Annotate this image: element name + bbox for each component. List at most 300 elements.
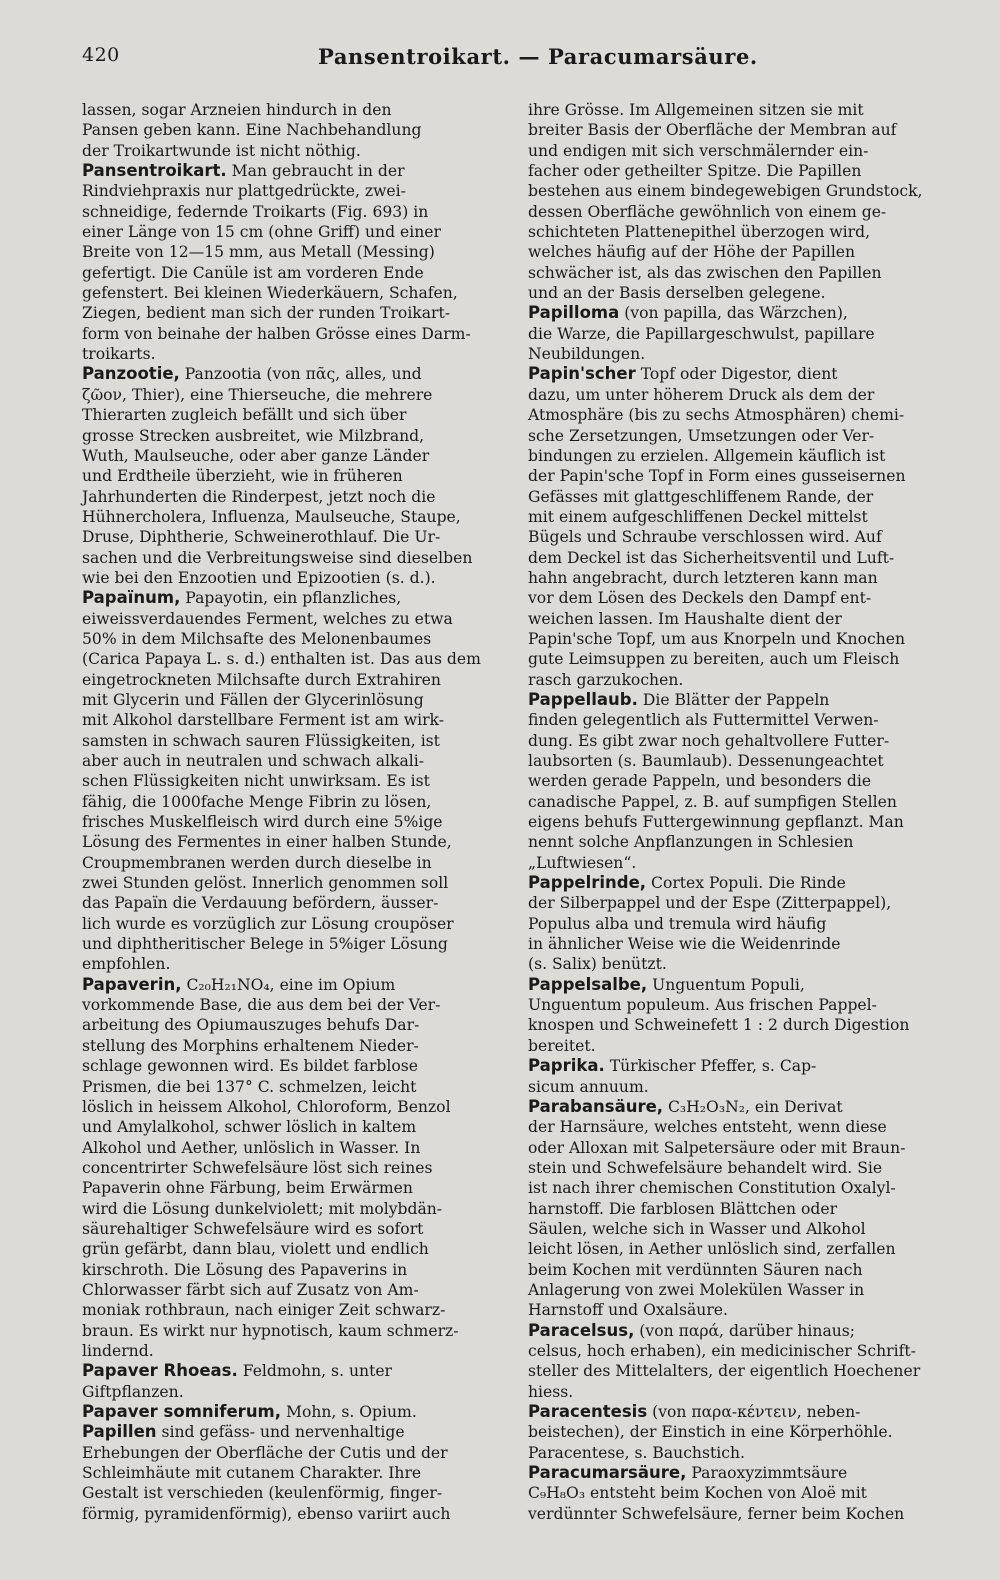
text-line bbox=[82, 1056, 500, 1076]
line-text: Atmosphäre (bis zu sechs Atmosphären) chemi- bbox=[528, 406, 905, 425]
text-line bbox=[82, 303, 500, 323]
text-line bbox=[82, 1443, 500, 1463]
line-text: facher oder getheilter Spitze. Die Papillen bbox=[528, 162, 862, 181]
line-text: breiter Basis der Oberfläche der Membran auf bbox=[528, 121, 897, 140]
line-text: frisches Muskelfleisch wird durch eine 5%ige bbox=[82, 813, 443, 832]
line-text: lindernd. bbox=[82, 1341, 154, 1360]
text-line bbox=[528, 1178, 946, 1198]
text-line bbox=[528, 1504, 946, 1524]
text-line bbox=[528, 995, 946, 1015]
page-number: 420 bbox=[82, 44, 120, 66]
line-text: Papayotin, ein pflanzliches, bbox=[180, 589, 402, 608]
line-text: Lösung des Fermentes in einer halben Stunde, bbox=[82, 833, 452, 852]
line-text: Croupmembranen werden durch dieselbe in bbox=[82, 853, 432, 872]
entry-headword: Paprika. bbox=[528, 1056, 605, 1076]
line-text: dessen Oberfläche gewöhnlich von einem ge- bbox=[528, 202, 887, 221]
entry-headword: Papaver somniferum, bbox=[82, 1402, 282, 1421]
text-line bbox=[528, 405, 946, 425]
line-text: Papin'sche Topf, um aus Knorpeln und Knochen bbox=[528, 629, 906, 648]
line-text: Feldmohn, s. unter bbox=[237, 1362, 393, 1381]
line-text: sicum annuum. bbox=[528, 1077, 649, 1096]
left-column bbox=[82, 100, 500, 1524]
text-line bbox=[82, 588, 500, 608]
text-line bbox=[82, 873, 500, 893]
text-line bbox=[82, 1097, 500, 1117]
line-text: Panzootia (von πᾶς, alles, und bbox=[179, 365, 422, 384]
line-text: Ziegen, bedient man sich der runden Troikart- bbox=[82, 304, 451, 323]
line-text: der Papin'sche Topf in Form eines gusseisernen bbox=[528, 467, 906, 486]
text-line bbox=[82, 1402, 500, 1422]
text-line bbox=[528, 914, 946, 934]
text-line bbox=[528, 954, 946, 974]
line-text: Druse, Diphtherie, Schweinerothlauf. Die Ur- bbox=[82, 528, 441, 547]
line-text: celsus, hoch erhaben), ein medicinischer Schrift- bbox=[528, 1341, 916, 1360]
text-line bbox=[82, 975, 500, 995]
line-text: schlage gewonnen wird. Es bildet farblose bbox=[82, 1057, 419, 1076]
line-text: schwächer ist, als das zwischen den Papillen bbox=[528, 263, 882, 282]
line-text: förmig, pyramidenförmig), ebenso variirt auch bbox=[82, 1504, 451, 1523]
text-line bbox=[82, 141, 500, 161]
line-text: Wuth, Maulseuche, oder aber ganze Länder bbox=[82, 446, 430, 465]
line-text: Schleimhäute mit cutanem Charakter. Ihre bbox=[82, 1464, 422, 1483]
line-text: schneidige, federnde Troikarts (Fig. 693) in bbox=[82, 202, 429, 221]
line-text: C₉H₈O₃ entsteht beim Kochen von Aloë mit bbox=[528, 1484, 867, 1503]
text-line bbox=[528, 487, 946, 507]
line-text: dem Deckel ist das Sicherheitsventil und Luft- bbox=[528, 548, 895, 567]
entry-headword: Pansentroikart. bbox=[82, 161, 227, 181]
entry-headword: Pappellaub. bbox=[528, 689, 638, 709]
text-line bbox=[82, 731, 500, 751]
text-line bbox=[82, 1422, 500, 1442]
text-line bbox=[82, 1361, 500, 1381]
line-text: oder Alloxan mit Salpetersäure oder mit Braun- bbox=[528, 1138, 906, 1157]
text-line bbox=[528, 1199, 946, 1219]
line-text: dung. Es gibt zwar noch gehaltvollere Futter- bbox=[528, 731, 890, 750]
text-line bbox=[528, 975, 946, 995]
line-text: samsten in schwach sauren Flüssigkeiten, ist bbox=[82, 731, 440, 750]
text-line bbox=[528, 181, 946, 201]
text-line bbox=[528, 1463, 946, 1483]
entry-headword: Parabansäure, bbox=[528, 1096, 664, 1116]
line-text: und endigen mit sich verschmälernder ein- bbox=[528, 141, 869, 160]
text-line bbox=[82, 1036, 500, 1056]
text-line bbox=[528, 609, 946, 629]
line-text: der Silberpappel und der Espe (Zitterpappel), bbox=[528, 894, 892, 913]
text-line bbox=[528, 527, 946, 547]
text-line bbox=[82, 670, 500, 690]
line-text: vor dem Lösen des Deckels den Dampf ent- bbox=[528, 589, 872, 608]
text-line bbox=[82, 1382, 500, 1402]
text-line bbox=[528, 751, 946, 771]
text-line bbox=[528, 731, 946, 751]
text-line bbox=[528, 426, 946, 446]
line-text: dazu, um unter höherem Druck als dem der bbox=[528, 385, 875, 404]
line-text: Pansen geben kann. Eine Nachbehandlung bbox=[82, 121, 422, 140]
text-line bbox=[82, 1239, 500, 1259]
text-line bbox=[82, 1015, 500, 1035]
text-line bbox=[528, 792, 946, 812]
line-text: (s. Salix) benützt. bbox=[528, 955, 667, 974]
text-line bbox=[528, 283, 946, 303]
line-text: Alkohol und Aether, unlöslich in Wasser. In bbox=[82, 1138, 421, 1157]
text-line bbox=[82, 771, 500, 791]
line-text: canadische Pappel, z. B. auf sumpfigen Stellen bbox=[528, 792, 897, 811]
text-line bbox=[528, 1321, 946, 1341]
text-line bbox=[82, 812, 500, 832]
text-line bbox=[82, 1158, 500, 1178]
line-text: laubsorten (s. Baumlaub). Dessenungeachtet bbox=[528, 752, 884, 770]
line-text: Mohn, s. Opium. bbox=[281, 1403, 417, 1421]
text-line bbox=[528, 1097, 946, 1117]
line-text: wird die Lösung dunkelviolett; mit molybdän- bbox=[82, 1199, 443, 1218]
text-line bbox=[82, 751, 500, 771]
text-line bbox=[82, 283, 500, 303]
line-text: C₃H₂O₃N₂, ein Derivat bbox=[663, 1097, 843, 1116]
entry-headword: Papaïnum, bbox=[82, 588, 181, 608]
line-text: Gefässes mit glattgeschliffenem Rande, der bbox=[528, 487, 874, 506]
text-line bbox=[82, 120, 500, 140]
text-line bbox=[528, 1402, 946, 1422]
text-line bbox=[82, 548, 500, 568]
line-text: Topf oder Digestor, dient bbox=[635, 365, 838, 384]
line-text: schichteten Plattenepithel überzogen wird, bbox=[528, 223, 871, 242]
text-line bbox=[528, 1300, 946, 1320]
entry-headword: Pappelsalbe, bbox=[528, 974, 648, 994]
text-line bbox=[82, 1483, 500, 1503]
text-line bbox=[528, 1422, 946, 1442]
entry-headword: Papin'scher bbox=[528, 364, 636, 384]
text-line bbox=[528, 588, 946, 608]
text-line bbox=[82, 202, 500, 222]
line-text: rasch garzukochen. bbox=[528, 670, 684, 689]
line-text: Gestalt ist verschieden (keulenförmig, finger- bbox=[82, 1484, 443, 1503]
line-text: lassen, sogar Arzneien hindurch in den bbox=[82, 101, 392, 119]
line-text: der Harnsäure, welches entsteht, wenn diese bbox=[528, 1118, 887, 1137]
text-line bbox=[82, 222, 500, 242]
line-text: (von papilla, das Wärzchen), bbox=[619, 304, 848, 323]
line-text: Harnstoff und Oxalsäure. bbox=[528, 1301, 728, 1320]
text-line bbox=[528, 1056, 946, 1076]
text-line bbox=[528, 385, 946, 405]
text-line bbox=[82, 1280, 500, 1300]
text-line bbox=[528, 303, 946, 323]
text-line bbox=[82, 507, 500, 527]
line-text: hahn angebracht, durch letzteren kann man bbox=[528, 568, 878, 587]
line-text: zwei Stunden gelöst. Innerlich genommen soll bbox=[82, 874, 449, 893]
text-line bbox=[528, 771, 946, 791]
text-line bbox=[82, 1138, 500, 1158]
text-line bbox=[528, 1077, 946, 1097]
text-line bbox=[528, 1443, 946, 1463]
entry-headword: Paracelsus, bbox=[528, 1320, 635, 1340]
text-line bbox=[82, 1260, 500, 1280]
line-text: Prismen, die bei 137° C. schmelzen, leicht bbox=[82, 1077, 417, 1096]
text-line bbox=[82, 385, 500, 405]
line-text: beistechen), der Einstich in eine Körperhöhle. bbox=[528, 1423, 893, 1442]
line-text: mit einem aufgeschliffenen Deckel mittelst bbox=[528, 507, 868, 526]
text-line bbox=[82, 405, 500, 425]
text-line bbox=[82, 792, 500, 812]
line-text: Säulen, welche sich in Wasser und Alkohol bbox=[528, 1219, 866, 1238]
text-line bbox=[528, 1158, 946, 1178]
line-text: Papaverin ohne Färbung, beim Erwärmen bbox=[82, 1179, 413, 1198]
text-line bbox=[528, 1260, 946, 1280]
text-line bbox=[528, 466, 946, 486]
line-text: (von παρά, darüber hinaus; bbox=[634, 1321, 856, 1340]
line-text: (Carica Papaya L. s. d.) enthalten ist. Das aus dem bbox=[82, 650, 481, 669]
line-text: Cortex Populi. Die Rinde bbox=[646, 874, 846, 893]
text-line bbox=[528, 1219, 946, 1239]
line-text: Man gebraucht in der bbox=[226, 162, 405, 181]
line-text: empfohlen. bbox=[82, 955, 171, 974]
line-text: nennt solche Anpflanzungen in Schlesien bbox=[528, 833, 854, 852]
text-line bbox=[82, 181, 500, 201]
text-line bbox=[82, 487, 500, 507]
line-text: lich wurde es vorzüglich zur Lösung croupöser bbox=[82, 914, 454, 933]
text-line bbox=[528, 446, 946, 466]
line-text: „Luftwiesen“. bbox=[528, 853, 637, 872]
text-line bbox=[82, 690, 500, 710]
text-line bbox=[528, 1036, 946, 1056]
text-line bbox=[528, 568, 946, 588]
line-text: ihre Grösse. Im Allgemeinen sitzen sie mit bbox=[528, 101, 864, 119]
line-text: mit Alkohol darstellbare Ferment ist am wirk- bbox=[82, 711, 444, 730]
line-text: sind gefäss- und nervenhaltige bbox=[156, 1423, 405, 1442]
line-text: und Erdtheile überzieht, wie in früheren bbox=[82, 467, 403, 486]
text-line bbox=[528, 507, 946, 527]
text-line bbox=[528, 1361, 946, 1381]
text-line bbox=[82, 914, 500, 934]
line-text: steller des Mittelalters, der eigentlich Hoechener bbox=[528, 1362, 921, 1381]
text-line bbox=[82, 1463, 500, 1483]
text-line bbox=[528, 100, 946, 120]
running-head: Pansentroikart. — Paracumarsäure. bbox=[318, 44, 758, 69]
line-text: löslich in heissem Alkohol, Chloroform, Benzol bbox=[82, 1097, 451, 1116]
text-line bbox=[528, 1015, 946, 1035]
text-line bbox=[528, 324, 946, 344]
line-text: Anlagerung von zwei Molekülen Wasser in bbox=[528, 1280, 865, 1299]
text-line bbox=[528, 670, 946, 690]
line-text: sche Zersetzungen, Umsetzungen oder Ver- bbox=[528, 426, 875, 445]
line-text: Die Blätter der Pappeln bbox=[637, 690, 830, 709]
line-text: bestehen aus einem bindegewebigen Grundstock, bbox=[528, 182, 923, 201]
line-text: die Warze, die Papillargeschwulst, papillare bbox=[528, 324, 875, 343]
line-text: (von παρα-κέντειν, neben- bbox=[647, 1403, 861, 1421]
line-text: welches häufig auf der Höhe der Papillen bbox=[528, 243, 856, 262]
line-text: concentrirter Schwefelsäure löst sich reines bbox=[82, 1158, 433, 1177]
line-text: grosse Strecken ausbreitet, wie Milzbrand, bbox=[82, 426, 425, 445]
text-line bbox=[528, 242, 946, 262]
text-line bbox=[528, 263, 946, 283]
line-text: bereitet. bbox=[528, 1036, 596, 1055]
line-text: wie bei den Enzootien und Epizootien (s. d.). bbox=[82, 568, 436, 587]
line-text: aber auch in neutralen und schwach alkali- bbox=[82, 752, 424, 770]
text-line bbox=[82, 466, 500, 486]
line-text: braun. Es wirkt nur hypnotisch, kaum schmerz- bbox=[82, 1321, 459, 1340]
line-text: harnstoff. Die farblosen Blättchen oder bbox=[528, 1199, 838, 1218]
text-line bbox=[528, 853, 946, 873]
line-text: Erhebungen der Oberfläche der Cutis und der bbox=[82, 1443, 448, 1462]
line-text: eiweissverdauendes Ferment, welches zu etwa bbox=[82, 609, 453, 628]
line-text: arbeitung des Opiumauszuges behufs Dar- bbox=[82, 1016, 420, 1035]
line-text: sachen und die Verbreitungsweise sind dieselben bbox=[82, 548, 473, 567]
entry-headword: Pappelrinde, bbox=[528, 873, 647, 893]
text-line bbox=[528, 893, 946, 913]
text-line bbox=[82, 1117, 500, 1137]
line-text: troikarts. bbox=[82, 345, 156, 364]
entry-headword: Paracentesis bbox=[528, 1402, 648, 1421]
line-text: Chlorwasser färbt sich auf Zusatz von Am- bbox=[82, 1280, 419, 1299]
text-line bbox=[82, 527, 500, 547]
line-text: Hühnercholera, Influenza, Maulseuche, Staupe, bbox=[82, 507, 461, 526]
text-line bbox=[82, 1504, 500, 1524]
line-text: leicht lösen, in Aether unlöslich sind, zerfallen bbox=[528, 1240, 896, 1259]
text-line bbox=[528, 1239, 946, 1259]
line-text: beim Kochen mit verdünnten Säuren nach bbox=[528, 1260, 863, 1279]
text-line bbox=[528, 690, 946, 710]
line-text: Türkischer Pfeffer, s. Cap- bbox=[604, 1057, 817, 1076]
line-text: C₂₀H₂₁NO₄, eine im Opium bbox=[181, 975, 396, 994]
text-line bbox=[82, 364, 500, 384]
line-text: Populus alba und tremula wird häufig bbox=[528, 914, 827, 933]
line-text: fähig, die 1000fache Menge Fibrin zu lösen, bbox=[82, 792, 432, 811]
line-text: Giftpflanzen. bbox=[82, 1382, 184, 1401]
line-text: gefenstert. Bei kleinen Wiederkäuern, Schafen, bbox=[82, 284, 458, 303]
text-line bbox=[528, 873, 946, 893]
text-line bbox=[528, 1117, 946, 1137]
line-text: verdünnter Schwefelsäure, ferner beim Kochen bbox=[528, 1504, 905, 1523]
text-line bbox=[528, 1341, 946, 1361]
line-text: das Papaïn die Verdauung befördern, äusser- bbox=[82, 894, 439, 913]
line-text: hiess. bbox=[528, 1382, 574, 1401]
entry-headword: Papilloma bbox=[528, 303, 620, 323]
line-text: Paraoxyzimmtsäure bbox=[686, 1464, 848, 1483]
line-text: eigens behufs Futtergewinnung gepflanzt. Man bbox=[528, 813, 904, 832]
line-text: vorkommende Base, die aus dem bei der Ver- bbox=[82, 996, 441, 1015]
text-line bbox=[82, 1341, 500, 1361]
line-text: gefertigt. Die Canüle ist am vorderen Ende bbox=[82, 263, 424, 282]
line-text: stellung des Morphins erhaltenem Nieder- bbox=[82, 1036, 419, 1055]
text-line bbox=[528, 141, 946, 161]
text-line bbox=[82, 853, 500, 873]
text-line bbox=[528, 1483, 946, 1503]
page-header bbox=[0, 40, 1000, 80]
text-line bbox=[82, 629, 500, 649]
text-line bbox=[82, 710, 500, 730]
text-line bbox=[82, 1219, 500, 1239]
line-text: kirschroth. Die Lösung des Papaverins in bbox=[82, 1260, 408, 1279]
line-text: knospen und Schweinefett 1 : 2 durch Digestion bbox=[528, 1016, 910, 1035]
line-text: ist nach ihrer chemischen Constitution Oxalyl- bbox=[528, 1179, 896, 1198]
text-line bbox=[82, 1199, 500, 1219]
line-text: und diphtheritischer Belege in 5%iger Lösung bbox=[82, 935, 448, 954]
text-line bbox=[82, 934, 500, 954]
line-text: Unguentum populeum. Aus frischen Pappel- bbox=[528, 996, 877, 1015]
text-line bbox=[528, 222, 946, 242]
line-text: form von beinahe der halben Grösse eines Darm- bbox=[82, 324, 471, 343]
line-text: ζῶον, Thier), eine Thierseuche, die mehrere bbox=[82, 385, 433, 404]
line-text: Thierarten zugleich befällt und sich über bbox=[82, 406, 407, 425]
line-text: und an der Basis derselben gelegene. bbox=[528, 284, 826, 303]
text-line bbox=[82, 161, 500, 181]
text-line bbox=[82, 995, 500, 1015]
line-text: moniak rothbraun, nach einiger Zeit schwarz- bbox=[82, 1301, 446, 1320]
text-line bbox=[82, 1321, 500, 1341]
text-line bbox=[528, 649, 946, 669]
text-line bbox=[528, 629, 946, 649]
text-line bbox=[82, 568, 500, 588]
line-text: säurehaltiger Schwefelsäure wird es sofort bbox=[82, 1219, 424, 1238]
line-text: Rindviehpraxis nur plattgedrückte, zwei- bbox=[82, 182, 406, 201]
text-line bbox=[82, 263, 500, 283]
entry-headword: Papaverin, bbox=[82, 974, 182, 994]
line-text: Jahrhunderten die Rinderpest, jetzt noch die bbox=[82, 487, 436, 506]
text-line bbox=[528, 812, 946, 832]
text-line bbox=[82, 324, 500, 344]
line-text: Breite von 12—15 mm, aus Metall (Messing) bbox=[82, 243, 435, 262]
line-text: schen Flüssigkeiten nicht unwirksam. Es ist bbox=[82, 772, 430, 791]
text-line bbox=[528, 1138, 946, 1158]
line-text: einer Länge von 15 cm (ohne Griff) und einer bbox=[82, 223, 441, 242]
text-line bbox=[82, 1300, 500, 1320]
text-line bbox=[82, 242, 500, 262]
text-line bbox=[82, 893, 500, 913]
line-text: Neubildungen. bbox=[528, 345, 646, 364]
text-line bbox=[82, 100, 500, 120]
text-line bbox=[82, 832, 500, 852]
line-text: der Troikartwunde ist nicht nöthig. bbox=[82, 141, 361, 160]
line-text: 50% in dem Milchsafte des Melonenbaumes bbox=[82, 629, 432, 648]
line-text: finden gelegentlich als Futtermittel Verwen- bbox=[528, 711, 879, 730]
text-line bbox=[528, 202, 946, 222]
right-column bbox=[528, 100, 946, 1524]
entry-headword: Paracumarsäure, bbox=[528, 1463, 687, 1483]
text-line bbox=[528, 548, 946, 568]
line-text: eingetrockneten Milchsafte durch Extrahiren bbox=[82, 670, 441, 689]
line-text: mit Glycerin und Fällen der Glycerinlösung bbox=[82, 690, 424, 709]
line-text: werden gerade Pappeln, und besonders die bbox=[528, 772, 872, 791]
line-text: grün gefärbt, dann blau, violett und endlich bbox=[82, 1240, 429, 1259]
line-text: weichen lassen. Im Haushalte dient der bbox=[528, 609, 842, 628]
text-line bbox=[528, 832, 946, 852]
line-text: bindungen zu erzielen. Allgemein käuflich ist bbox=[528, 446, 886, 465]
line-text: stein und Schwefelsäure behandelt wird. Sie bbox=[528, 1158, 883, 1177]
text-line bbox=[528, 1382, 946, 1402]
line-text: Unguentum Populi, bbox=[647, 975, 805, 994]
text-line bbox=[528, 120, 946, 140]
line-text: Bügels und Schraube verschlossen wird. Auf bbox=[528, 528, 882, 547]
text-line bbox=[82, 609, 500, 629]
text-line bbox=[82, 954, 500, 974]
entry-headword: Papillen bbox=[82, 1422, 157, 1442]
line-text: und Amylalkohol, schwer löslich in kaltem bbox=[82, 1118, 417, 1137]
text-line bbox=[82, 426, 500, 446]
text-line bbox=[82, 446, 500, 466]
text-line bbox=[528, 161, 946, 181]
line-text: gute Leimsuppen zu bereiten, auch um Fleisch bbox=[528, 650, 900, 669]
text-line bbox=[82, 1178, 500, 1198]
line-text: in ähnlicher Weise wie die Weidenrinde bbox=[528, 935, 841, 954]
text-line bbox=[82, 1077, 500, 1097]
text-line bbox=[528, 1280, 946, 1300]
line-text: Paracentese, s. Bauchstich. bbox=[528, 1443, 745, 1462]
entry-headword: Panzootie, bbox=[82, 364, 180, 384]
text-line bbox=[528, 364, 946, 384]
text-line bbox=[82, 344, 500, 364]
text-line bbox=[528, 344, 946, 364]
text-line bbox=[528, 934, 946, 954]
text-line bbox=[528, 710, 946, 730]
